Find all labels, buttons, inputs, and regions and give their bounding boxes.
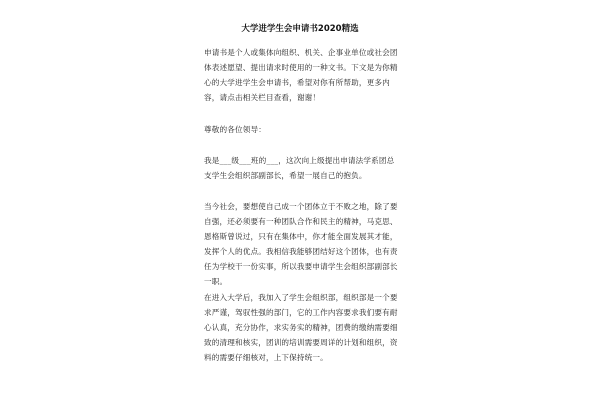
document-title: 大学进学生会申请书2020精选 [241,24,359,34]
self-intro-paragraph: 我是___级___班的___，这次向上级提出申请法学系团总支学生会组织部副部长，希望一展自己的抱负。 [204,156,395,180]
body-paragraph-1: 当今社会，要想使自己成一个团体立于不败之地，除了要自强，还必须要有一种团队合作和民主的精神，马克思、恩格斯曾说过，只有在集体中，你才能全面发展其才能，发挥个人的优点。我相信我能够团结好这个团体，也有责任为学校干一份实事，所以我要申请学生会组织部副部长一职。 [204,202,398,286]
greeting-line: 尊敬的各位领导： [204,125,266,134]
body-paragraph-2: 在进入大学后，我加入了学生会组织部，组织部是一个要求严谨，驾驭性强的部门，它的工作内容要求我们要有耐心认真，充分协作，求实务实的精神，团费的缴纳需要细致的清理和核实，团训的培训需要周详的计划和组织，资料的需要仔细核对，上下保持统一。 [204,293,398,362]
intro-paragraph: 申请书是个人或集体向组织、机关、企事业单位或社会团体表述愿望、提出请求时使用的一种文书。下文是为你精心的大学进学生会申请书，希望对你有所帮助，更多内容，请点击相关栏目查看，谢谢！ [204,48,398,102]
